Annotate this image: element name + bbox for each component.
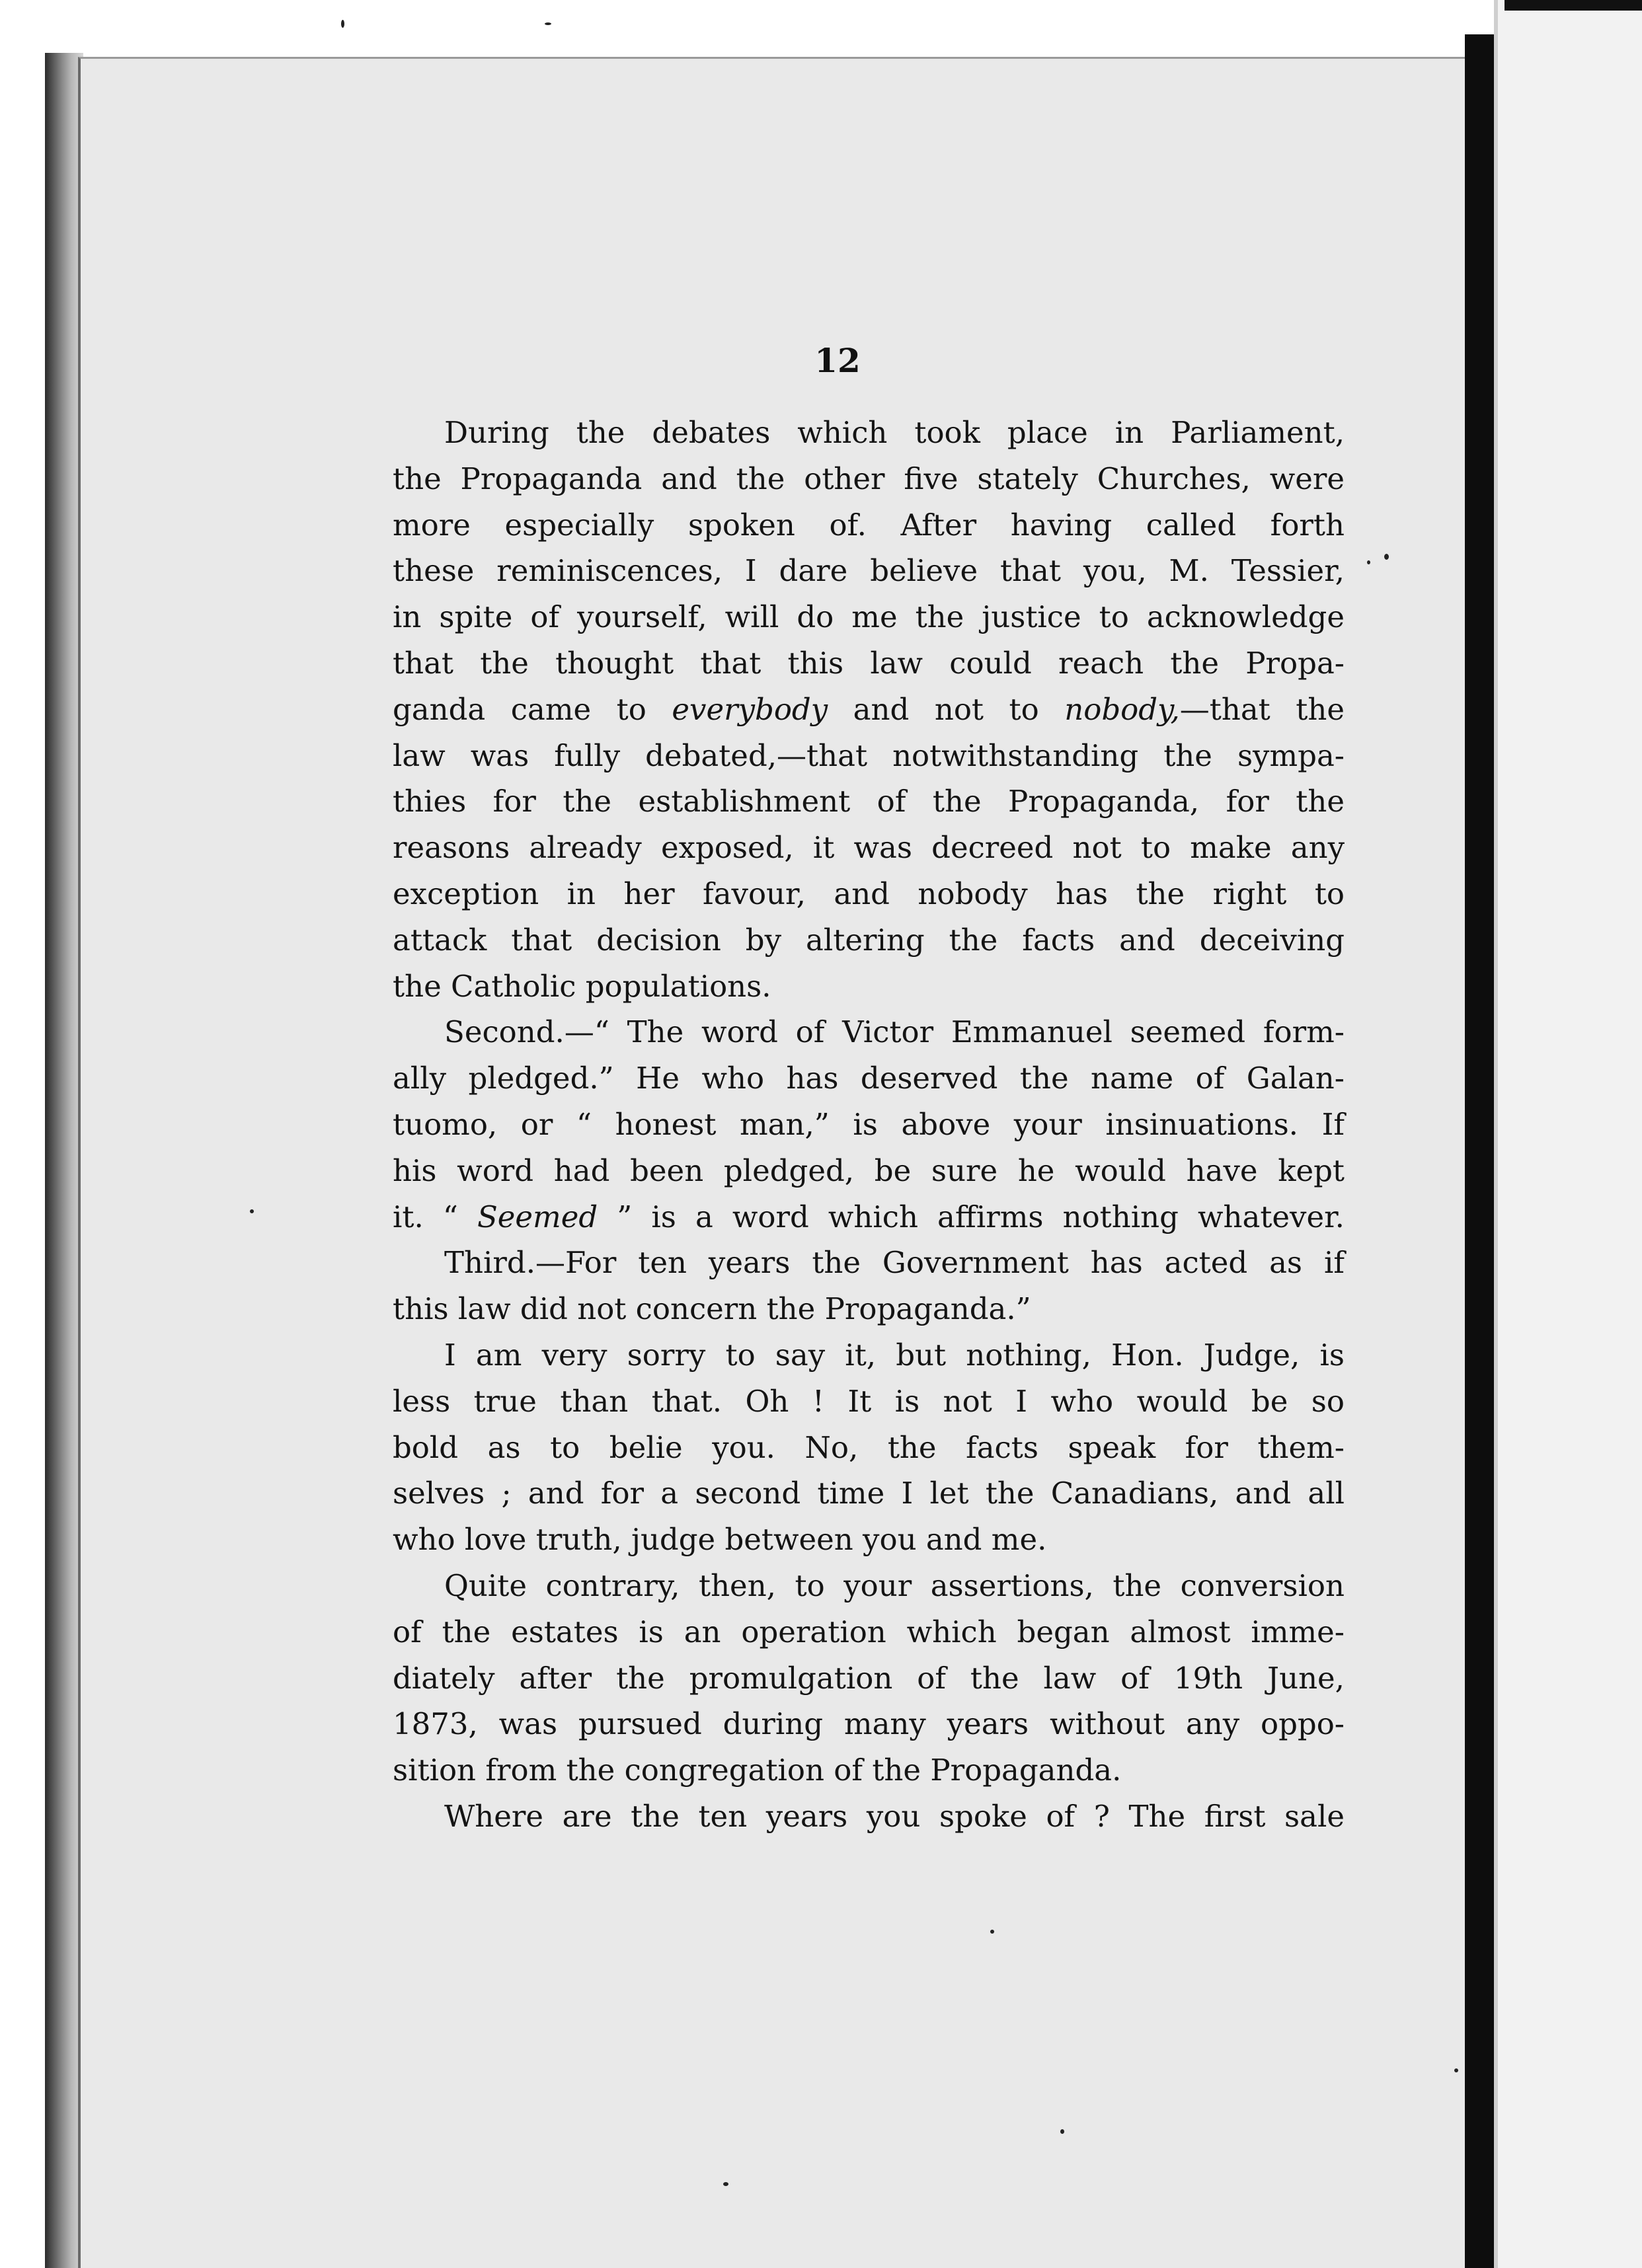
- text-segment: the Propaganda and the other five stately Churches, were: [393, 461, 1345, 496]
- text-segment: 1873, was pursued during many years without any oppo-: [393, 1706, 1345, 1742]
- text-segment: it. “: [393, 1199, 477, 1234]
- text-segment: ” is a word which affirms nothing whatever.: [598, 1199, 1345, 1234]
- text-segment: thies for the establishment of the Propaganda, for the: [393, 784, 1345, 819]
- text-line: [393, 687, 1345, 733]
- italic-text: nobody,: [1064, 691, 1180, 727]
- text-segment: who love truth, judge between you and me.: [393, 1522, 1047, 1558]
- text-line: [393, 733, 1345, 779]
- text-segment: and not to: [828, 691, 1065, 727]
- text-line: [393, 1055, 1345, 1102]
- text-line: [393, 640, 1345, 687]
- text-segment: this law did not concern the Propaganda.”: [393, 1291, 1031, 1327]
- text-segment: I am very sorry to say it, but nothing, Hon. Judge, is: [444, 1337, 1345, 1373]
- scan-speck: [990, 1930, 994, 1934]
- text-segment: the Catholic populations.: [393, 968, 771, 1004]
- text-line: [393, 1655, 1345, 1702]
- text-line: [393, 1701, 1345, 1747]
- scan-speck: [1384, 554, 1389, 560]
- text-segment: these reminiscences, I dare believe that you, M. Tessier,: [393, 553, 1345, 589]
- text-line: [393, 1009, 1345, 1055]
- text-line: [393, 410, 1345, 456]
- text-segment: selves ; and for a second time I let the Canadians, and all: [393, 1476, 1345, 1511]
- text-line: [393, 1148, 1345, 1194]
- text-line: [393, 825, 1345, 871]
- text-line: [393, 1425, 1345, 1471]
- italic-text: Seemed: [477, 1199, 598, 1234]
- text-line: [393, 1609, 1345, 1655]
- body-text: [393, 410, 1345, 1840]
- text-line: [393, 1332, 1345, 1379]
- text-line: [393, 778, 1345, 825]
- text-segment: Quite contrary, then, to your assertions, the conversion: [444, 1568, 1345, 1603]
- text-segment: bold as to belie you. No, the facts speak for them-: [393, 1429, 1345, 1465]
- text-line: [393, 548, 1345, 594]
- text-line: [393, 871, 1345, 917]
- text-segment: ally pledged.” He who has deserved the name of Galan-: [393, 1061, 1345, 1096]
- text-segment: —that the: [1179, 691, 1345, 727]
- scan-speck: [1454, 2068, 1458, 2072]
- text-segment: diately after the promulgation of the law of 19th June,: [393, 1660, 1345, 1696]
- text-line: [393, 1286, 1345, 1332]
- italic-text: everybody: [672, 691, 828, 727]
- text-line: [393, 502, 1345, 548]
- text-segment: his word had been pledged, be sure he would have kept: [393, 1153, 1345, 1188]
- text-segment: attack that decision by altering the facts and deceiving: [393, 922, 1345, 958]
- text-segment: in spite of yourself, will do me the justice to acknowledge: [393, 599, 1345, 635]
- scan-speck: [723, 2182, 728, 2186]
- text-line: [393, 964, 1345, 1010]
- text-segment: more especially spoken of. After having called forth: [393, 507, 1345, 543]
- text-line: [393, 456, 1345, 502]
- adjacent-page-edge: [1494, 0, 1642, 2268]
- page-number: 12: [814, 341, 861, 380]
- text-segment: Second.—“ The word of Victor Emmanuel seemed form-: [444, 1014, 1345, 1050]
- text-line: [393, 1102, 1345, 1148]
- text-segment: ganda came to: [393, 691, 672, 727]
- scan-speck: [1060, 2129, 1064, 2134]
- adjacent-page-shadow: [1505, 0, 1642, 11]
- text-segment: Where are the ten years you spoke of ? The first sale: [444, 1798, 1345, 1834]
- text-line: [393, 1240, 1345, 1286]
- scan-speck: [1367, 560, 1370, 564]
- text-line: [393, 1747, 1345, 1794]
- text-segment: tuomo, or “ honest man,” is above your insinuations. If: [393, 1106, 1345, 1142]
- text-segment: law was fully debated,—that notwithstanding the sympa-: [393, 737, 1345, 773]
- text-segment: sition from the congregation of the Propaganda.: [393, 1753, 1122, 1788]
- text-segment: that the thought that this law could reach the Propa-: [393, 645, 1345, 681]
- text-segment: less true than that. Oh ! It is not I who would be so: [393, 1383, 1345, 1419]
- scan-speck: [545, 22, 551, 25]
- text-line: [393, 1194, 1345, 1240]
- text-line: [393, 1794, 1345, 1840]
- text-line: [393, 1470, 1345, 1517]
- text-line: [393, 594, 1345, 640]
- scan-speck: [250, 1209, 254, 1213]
- text-line: [393, 917, 1345, 964]
- text-line: [393, 1379, 1345, 1425]
- text-line: [393, 1563, 1345, 1609]
- text-segment: During the debates which took place in Parliament,: [444, 415, 1345, 450]
- text-segment: Third.—For ten years the Government has acted as if: [444, 1245, 1345, 1281]
- text-segment: exception in her favour, and nobody has the right to: [393, 876, 1345, 911]
- text-line: [393, 1517, 1345, 1563]
- text-segment: reasons already exposed, it was decreed not to make any: [393, 830, 1345, 866]
- scan-speck: [341, 20, 344, 28]
- text-segment: of the estates is an operation which began almost imme-: [393, 1614, 1345, 1649]
